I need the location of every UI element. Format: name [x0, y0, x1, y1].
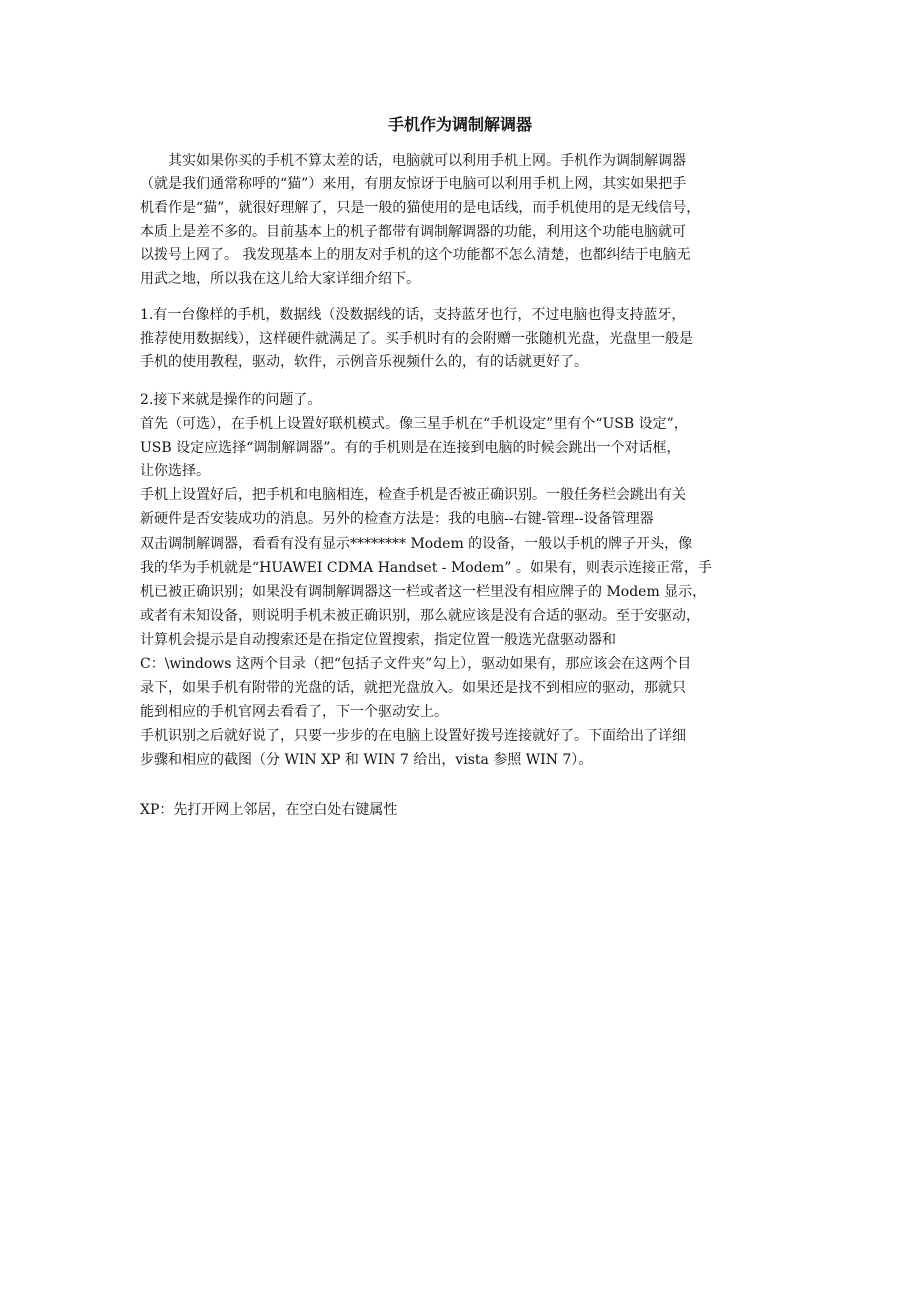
- step-two-line: 我的华为手机就是“HUAWEI CDMA Handset - Modem” 。如果有，则表示连接正常，手: [140, 560, 712, 576]
- step-two-line: 2.接下来就是操作的问题了。: [140, 392, 322, 408]
- step-one-line: 推荐使用数据线），这样硬件就满足了。买手机时有的会附赠一张随机光盘，光盘里一般是: [140, 331, 693, 347]
- step-two-line: 首先（可选），在手机上设置好联机模式。像三星手机在“手机设定”里有个“USB 设定”，: [140, 416, 688, 432]
- step-two-line: 手机识别之后就好说了，只要一步步的在电脑上设置好拨号连接就好了。下面给出了详细: [140, 728, 686, 744]
- step-two-line: 机已被正确识别；如果没有调制解调器这一栏或者这一栏里没有相应牌子的 Modem 显示，: [140, 584, 707, 600]
- paragraph-intro-line: 其实如果你买的手机不算太差的话，电脑就可以利用手机上网。手机作为调制解调器: [168, 153, 686, 169]
- step-two-line: 录下，如果手机有附带的光盘的话，就把光盘放入。如果还是找不到相应的驱动，那就只: [140, 680, 686, 696]
- step-two-line: USB 设定应选择“调制解调器”。有的手机则是在连接到电脑的时候会跳出一个对话框，: [140, 440, 681, 456]
- step-two-line: 步骤和相应的截图（分 WIN XP 和 WIN 7 给出，vista 参照 WIN 7）。: [140, 752, 593, 768]
- paragraph-intro-line: （就是我们通常称呼的“猫”）来用，有朋友惊讶于电脑可以利用手机上网，其实如果把手: [140, 176, 687, 192]
- step-one-line: 手机的使用教程，驱动，软件，示例音乐视频什么的，有的话就更好了。: [140, 354, 588, 370]
- step-one-line: 1.有一台像样的手机，数据线（没数据线的话，支持蓝牙也行，不过电脑也得支持蓝牙，: [140, 307, 686, 323]
- step-two-line: 双击调制解调器，看看有没有显示******** Modem 的设备，一般以手机的牌子开头，像: [140, 536, 693, 552]
- paragraph-intro-line: 本质上是差不多的。目前基本上的机子都带有调制解调器的功能，利用这个功能电脑就可: [140, 224, 686, 240]
- step-two-line: 手机上设置好后，把手机和电脑相连，检查手机是否被正确识别。一般任务栏会跳出有关: [140, 487, 686, 503]
- step-two-line: 能到相应的手机官网去看看了，下一个驱动安上。: [140, 704, 448, 720]
- document-title: 手机作为调制解调器: [387, 115, 532, 134]
- paragraph-intro-line: 以拨号上网了。 我发现基本上的朋友对手机的这个功能都不怎么清楚，也都纠结于电脑无: [140, 247, 691, 263]
- step-two-line: C：\windows 这两个目录（把“包括子文件夹”勾上），驱动如果有，那应该会在这两个目: [140, 656, 692, 672]
- step-two-line: 让你选择。: [140, 463, 210, 479]
- paragraph-intro-line: 机看作是“猫”，就很好理解了，只是一般的猫使用的是电话线，而手机使用的是无线信号，: [140, 200, 701, 216]
- paragraph-intro-line: 用武之地，所以我在这儿给大家详细介绍下。: [140, 271, 420, 287]
- step-two-line: 新硬件是否安装成功的消息。另外的检查方法是：我的电脑--右键-管理--设备管理器: [140, 511, 654, 527]
- step-two-line: 计算机会提示是自动搜索还是在指定位置搜索，指定位置一般选光盘驱动器和: [140, 632, 616, 648]
- step-two-line: 或者有未知设备，则说明手机未被正确识别，那么就应该是没有合适的驱动。至于安驱动，: [140, 608, 700, 624]
- xp-instruction-line: XP：先打开网上邻居，在空白处右键属性: [140, 802, 398, 818]
